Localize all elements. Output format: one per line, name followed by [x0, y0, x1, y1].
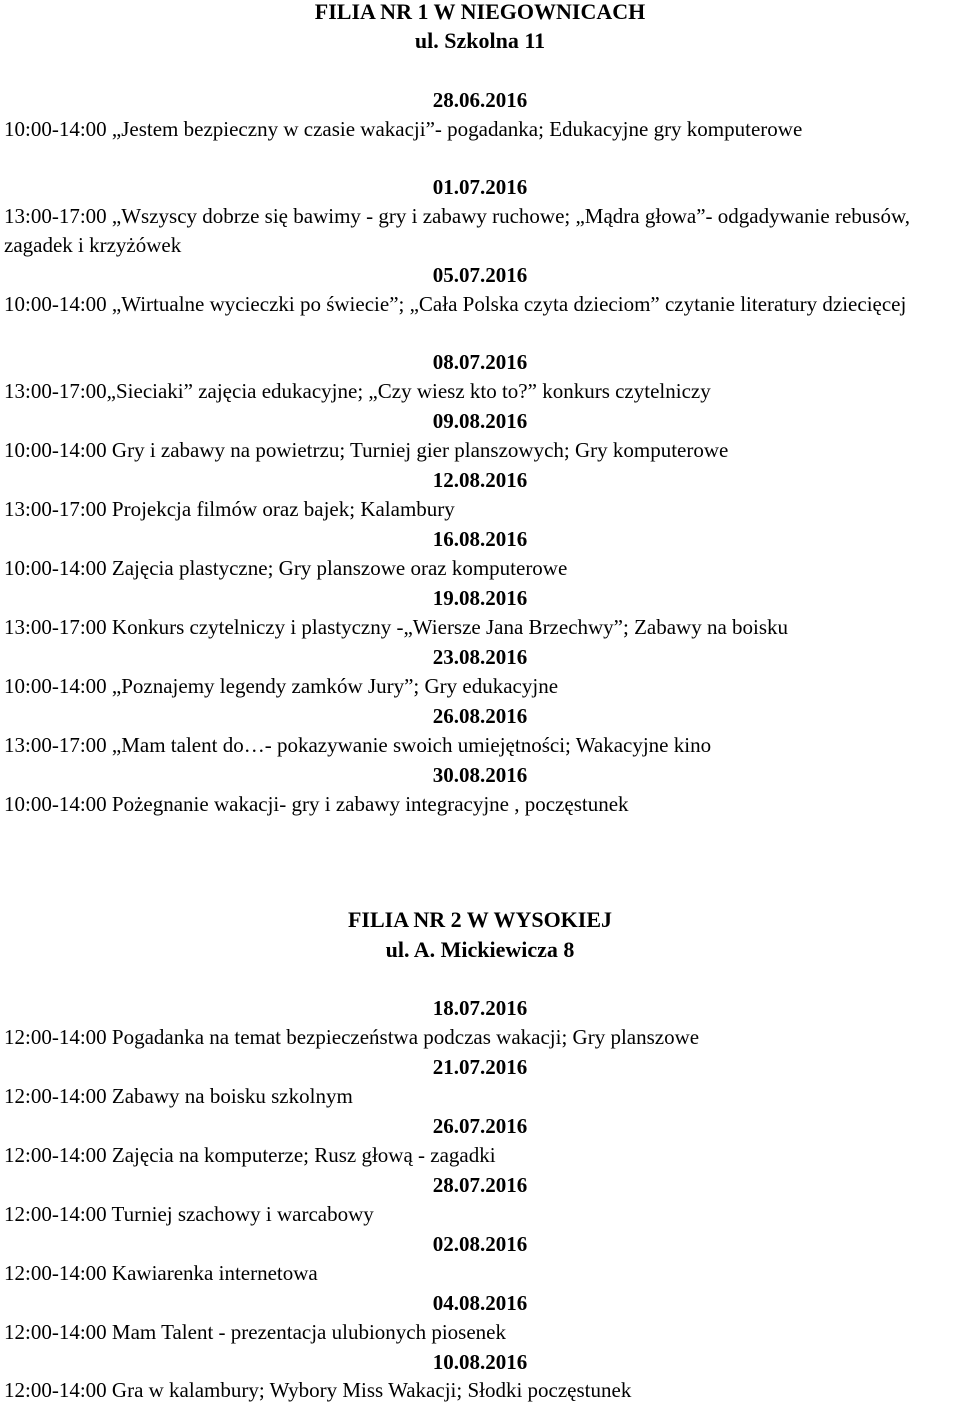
event-date: 21.07.2016: [432, 1055, 528, 1079]
event-description: 10:00-14:00 Gry i zabawy na powietrzu; Turniej gier planszowych; Gry komputerowe: [4, 438, 729, 462]
event-date: 26.08.2016: [432, 704, 528, 728]
section-address: ul. Szkolna 11: [414, 28, 546, 53]
event-date: 19.08.2016: [432, 586, 528, 610]
section-address: ul. A. Mickiewicza 8: [385, 937, 575, 962]
event-description: 13:00-17:00 „Wszyscy dobrze się bawimy - gry i zabawy ruchowe; „Mądra głowa”- odgadywanie rebusów, zagadek i krzyżówek: [4, 204, 911, 257]
event-description: 12:00-14:00 Kawiarenka internetowa: [4, 1261, 318, 1285]
event-date: 02.08.2016: [432, 1232, 528, 1256]
event-date: 28.07.2016: [432, 1173, 528, 1197]
section-title: FILIA NR 2 W WYSOKIEJ: [347, 907, 613, 932]
event-description: 13:00-17:00 „Mam talent do…- pokazywanie swoich umiejętności; Wakacyjne kino: [4, 733, 712, 757]
event-description: 13:00-17:00 Projekcja filmów oraz bajek; Kalambury: [4, 497, 455, 521]
event-description: 10:00-14:00 „Wirtualne wycieczki po świecie”; „Cała Polska czyta dzieciom” czytanie literatury dziecięcej: [4, 292, 907, 316]
event-date: 23.08.2016: [432, 645, 528, 669]
event-description: 12:00-14:00 Mam Talent - prezentacja ulubionych piosenek: [4, 1320, 507, 1344]
event-date: 28.06.2016: [432, 88, 528, 112]
event-date: 10.08.2016: [432, 1350, 528, 1374]
event-date: 04.08.2016: [432, 1291, 528, 1315]
event-description: 10:00-14:00 „Jestem bezpieczny w czasie wakacji”- pogadanka; Edukacyjne gry komputerowe: [4, 117, 803, 141]
event-date: 26.07.2016: [432, 1114, 528, 1138]
event-date: 16.08.2016: [432, 527, 528, 551]
event-date: 01.07.2016: [432, 175, 528, 199]
event-description: 10:00-14:00 „Poznajemy legendy zamków Jury”; Gry edukacyjne: [4, 674, 559, 698]
event-description: 13:00-17:00„Sieciaki” zajęcia edukacyjne; „Czy wiesz kto to?” konkurs czytelniczy: [4, 379, 711, 403]
event-description: 12:00-14:00 Zajęcia na komputerze; Rusz głową - zagadki: [4, 1143, 496, 1167]
event-description: 12:00-14:00 Zabawy na boisku szkolnym: [4, 1084, 353, 1108]
event-date: 05.07.2016: [432, 263, 528, 287]
event-description: 10:00-14:00 Pożegnanie wakacji- gry i zabawy integracyjne , poczęstunek: [4, 792, 629, 816]
event-description: 12:00-14:00 Gra w kalambury; Wybory Miss Wakacji; Słodki poczęstunek: [4, 1378, 632, 1402]
event-description: 13:00-17:00 Konkurs czytelniczy i plastyczny -„Wiersze Jana Brzechwy”; Zabawy na boisku: [4, 615, 789, 639]
event-description: 12:00-14:00 Turniej szachowy i warcabowy: [4, 1202, 374, 1226]
event-description: 12:00-14:00 Pogadanka na temat bezpieczeństwa podczas wakacji; Gry planszowe: [4, 1025, 700, 1049]
event-date: 08.07.2016: [432, 350, 528, 374]
event-date: 09.08.2016: [432, 409, 528, 433]
event-date: 12.08.2016: [432, 468, 528, 492]
event-date: 18.07.2016: [432, 996, 528, 1020]
event-description: 10:00-14:00 Zajęcia plastyczne; Gry planszowe oraz komputerowe: [4, 556, 568, 580]
section-title: FILIA NR 1 W NIEGOWNICACH: [314, 0, 646, 24]
event-date: 30.08.2016: [432, 763, 528, 787]
